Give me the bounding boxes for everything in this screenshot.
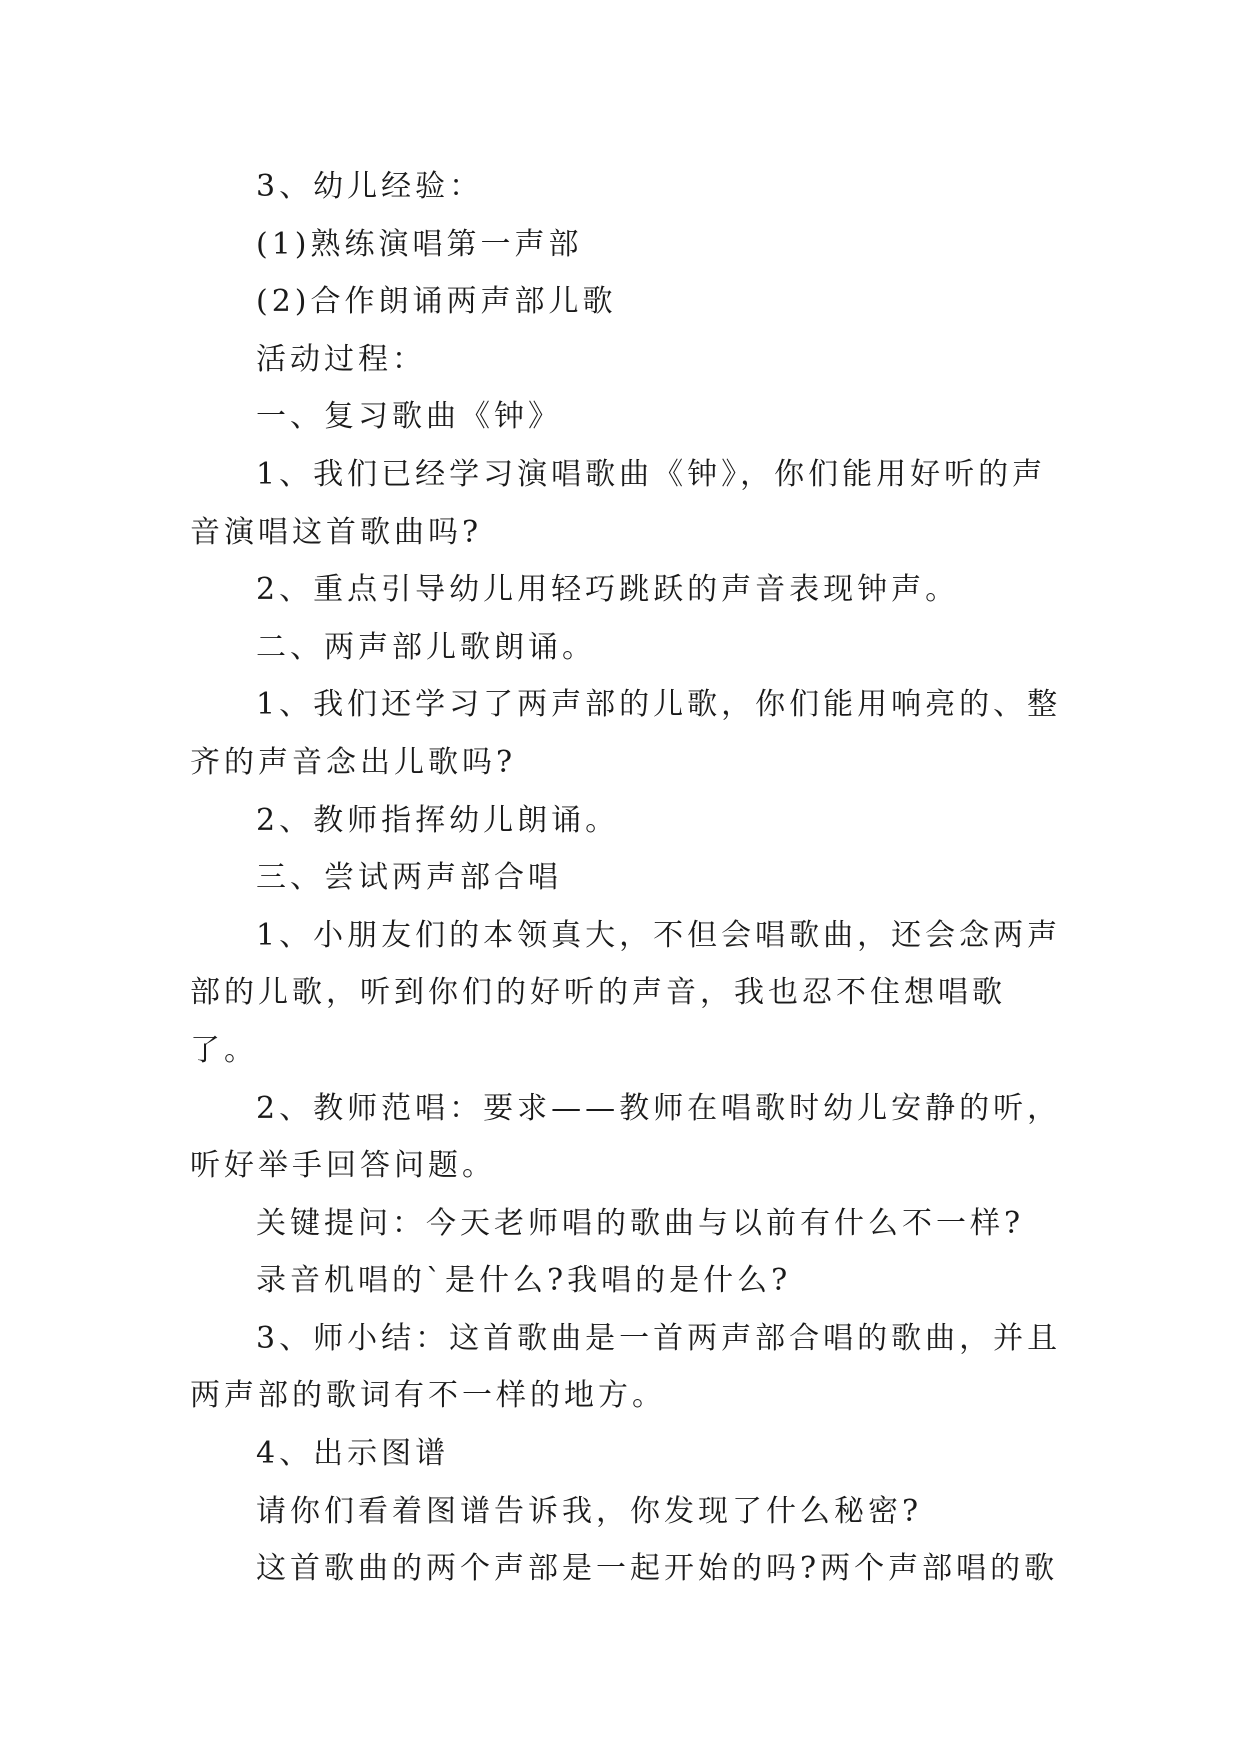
section-heading: 二、两声部儿歌朗诵。 — [256, 629, 596, 665]
paragraph: 3、师小结：这首歌曲是一首两声部合唱的歌曲，并且两声部的歌词有不一样的地方。 — [190, 1320, 1062, 1414]
paragraph: 2、教师指挥幼儿朗诵。 — [256, 802, 620, 838]
paragraph: 请你们看着图谱告诉我，你发现了什么秘密? — [256, 1493, 923, 1529]
paragraph: 3、幼儿经验： — [256, 169, 484, 204]
paragraph: 录音机唱的`是什么?我唱的是什么? — [256, 1263, 792, 1299]
paragraph: (2)合作朗诵两声部儿歌 — [256, 284, 617, 320]
paragraph: 2、重点引导幼儿用轻巧跳跃的声音表现钟声。 — [256, 572, 960, 608]
paragraph: 2、教师范唱：要求——教师在唱歌时幼儿安静的听，听好举手回答问题。 — [190, 1090, 1062, 1184]
paragraph: 这首歌曲的两个声部是一起开始的吗?两个声部唱的歌 — [256, 1551, 1059, 1587]
paragraph: 关键提问：今天老师唱的歌曲与以前有什么不一样? — [256, 1205, 1025, 1241]
document-body — [190, 158, 1070, 1598]
paragraph: 1、我们已经学习演唱歌曲《钟》，你们能用好听的声音演唱这首歌曲吗? — [190, 456, 1047, 550]
paragraph: (1)熟练演唱第一声部 — [256, 226, 583, 262]
paragraph: 4、出示图谱 — [256, 1436, 450, 1472]
section-heading: 一、复习歌曲《钟》 — [256, 399, 562, 435]
paragraph: 1、小朋友们的本领真大，不但会唱歌曲，还会念两声部的儿歌，听到你们的好听的声音，我也忍不住想唱歌了。 — [190, 917, 1062, 1068]
paragraph: 1、我们还学习了两声部的儿歌，你们能用响亮的、整齐的声音念出儿歌吗? — [190, 687, 1062, 780]
section-heading: 三、尝试两声部合唱 — [256, 860, 562, 896]
paragraph: 活动过程： — [256, 341, 426, 377]
